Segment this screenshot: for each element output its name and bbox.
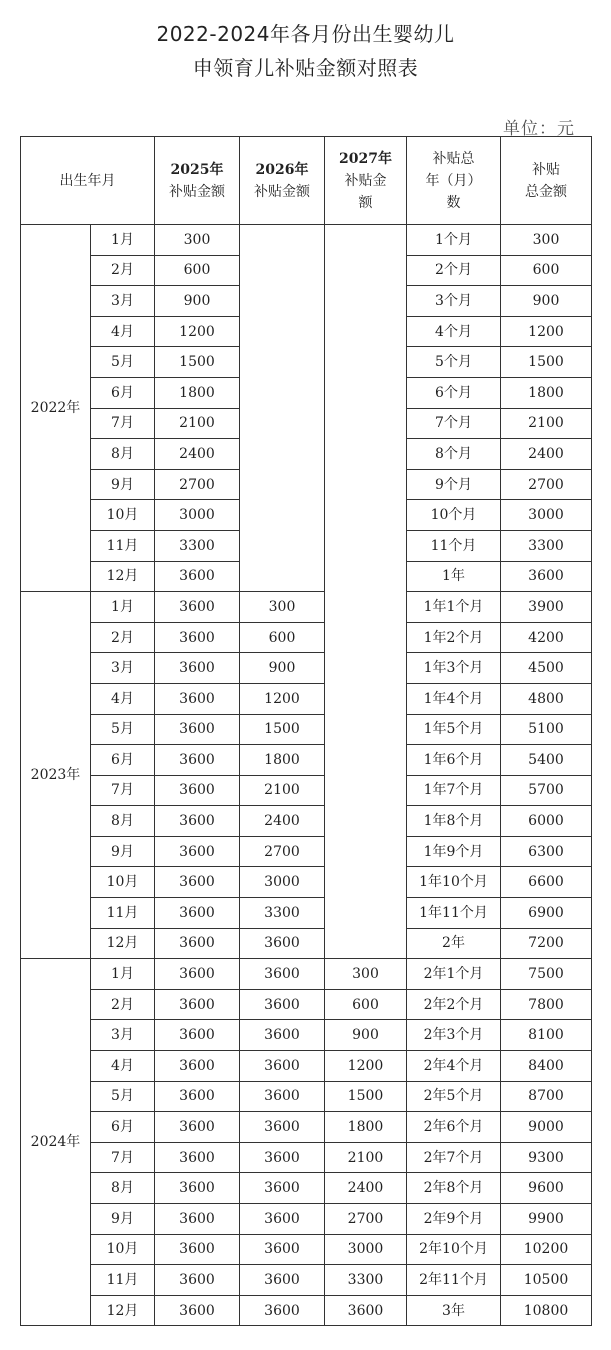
month-cell: 4月 — [91, 316, 155, 347]
month-cell: 5月 — [91, 1081, 155, 1112]
month-cell: 6月 — [91, 1112, 155, 1143]
total-cell: 3300 — [501, 530, 592, 561]
month-cell: 4月 — [91, 1051, 155, 1082]
month-cell: 8月 — [91, 439, 155, 470]
header-2027-year: 2027年 — [339, 150, 392, 167]
total-cell: 6300 — [501, 836, 592, 867]
month-cell: 6月 — [91, 377, 155, 408]
total-cell: 300 — [501, 225, 592, 256]
amount-2025-cell: 3600 — [155, 1234, 240, 1265]
total-cell: 10800 — [501, 1295, 592, 1326]
month-cell: 10月 — [91, 867, 155, 898]
month-cell: 11月 — [91, 1265, 155, 1296]
period-cell: 2年11个月 — [407, 1265, 501, 1296]
table-row — [21, 836, 592, 867]
period-cell: 2年7个月 — [407, 1142, 501, 1173]
header-2025-year: 2025年 — [170, 161, 224, 178]
table-row — [21, 898, 592, 929]
amount-2027-cell: 2400 — [325, 1173, 407, 1204]
amount-2026-cell: 3600 — [240, 928, 325, 959]
period-cell: 2年5个月 — [407, 1081, 501, 1112]
table-row — [21, 1295, 592, 1326]
period-cell: 11个月 — [407, 530, 501, 561]
total-cell: 4800 — [501, 683, 592, 714]
amount-2026-cell: 3600 — [240, 1051, 325, 1082]
month-cell: 7月 — [91, 1142, 155, 1173]
header-2027-label-line2: 补贴金 — [344, 172, 387, 189]
amount-2025-cell: 3600 — [155, 1265, 240, 1296]
period-cell: 1年2个月 — [407, 622, 501, 653]
amount-2025-cell: 3600 — [155, 959, 240, 990]
amount-2025-cell: 3600 — [155, 1173, 240, 1204]
total-cell: 9300 — [501, 1142, 592, 1173]
amount-2025-cell: 3600 — [155, 806, 240, 837]
total-cell: 2400 — [501, 439, 592, 470]
period-cell: 7个月 — [407, 408, 501, 439]
table-row — [21, 1265, 592, 1296]
header-total-line1: 补贴 — [532, 161, 560, 178]
amount-2026-cell: 1500 — [240, 714, 325, 745]
header-total — [501, 137, 592, 225]
total-cell: 5400 — [501, 745, 592, 776]
period-cell: 1年9个月 — [407, 836, 501, 867]
header-period-line1: 补贴总 — [432, 150, 475, 167]
total-cell: 1800 — [501, 377, 592, 408]
header-2026 — [240, 137, 325, 225]
table-row — [21, 592, 592, 623]
year-cell: 2022年 — [21, 225, 91, 592]
blank-2026-cell — [240, 225, 325, 592]
total-cell: 8400 — [501, 1051, 592, 1082]
month-cell: 2月 — [91, 255, 155, 286]
total-cell: 1200 — [501, 316, 592, 347]
amount-2026-cell: 3600 — [240, 989, 325, 1020]
month-cell: 3月 — [91, 1020, 155, 1051]
month-cell: 2月 — [91, 622, 155, 653]
table-row — [21, 1020, 592, 1051]
table-row — [21, 867, 592, 898]
amount-2026-cell: 3600 — [240, 959, 325, 990]
amount-2025-cell: 3600 — [155, 622, 240, 653]
amount-2026-cell: 2400 — [240, 806, 325, 837]
total-cell: 5700 — [501, 775, 592, 806]
total-cell: 4500 — [501, 653, 592, 684]
total-cell: 9900 — [501, 1204, 592, 1235]
amount-2025-cell: 3600 — [155, 928, 240, 959]
period-cell: 2年2个月 — [407, 989, 501, 1020]
month-cell: 10月 — [91, 500, 155, 531]
unit-label: 单位：元 — [503, 119, 575, 139]
total-cell: 6900 — [501, 898, 592, 929]
month-cell: 12月 — [91, 1295, 155, 1326]
period-cell: 1年 — [407, 561, 501, 592]
amount-2027-cell: 600 — [325, 989, 407, 1020]
amount-2025-cell: 1200 — [155, 316, 240, 347]
total-cell: 10500 — [501, 1265, 592, 1296]
amount-2025-cell: 3600 — [155, 836, 240, 867]
amount-2025-cell: 3600 — [155, 1142, 240, 1173]
month-cell: 2月 — [91, 989, 155, 1020]
period-cell: 2年3个月 — [407, 1020, 501, 1051]
total-cell: 8100 — [501, 1020, 592, 1051]
period-cell: 2年4个月 — [407, 1051, 501, 1082]
table-row — [21, 1173, 592, 1204]
header-period-line3: 数 — [446, 194, 461, 211]
amount-2026-cell: 3600 — [240, 1112, 325, 1143]
header-period-line2: 年（月） — [425, 172, 482, 189]
total-cell: 6600 — [501, 867, 592, 898]
amount-2027-cell: 1500 — [325, 1081, 407, 1112]
total-cell: 9600 — [501, 1173, 592, 1204]
amount-2026-cell: 3600 — [240, 1265, 325, 1296]
amount-2027-cell: 2700 — [325, 1204, 407, 1235]
subsidy-table — [20, 136, 592, 1326]
month-cell: 8月 — [91, 806, 155, 837]
month-cell: 3月 — [91, 286, 155, 317]
month-cell: 11月 — [91, 898, 155, 929]
amount-2025-cell: 3600 — [155, 1295, 240, 1326]
amount-2025-cell: 3000 — [155, 500, 240, 531]
blank-2027-cell — [325, 225, 407, 959]
period-cell: 9个月 — [407, 469, 501, 500]
table-row — [21, 775, 592, 806]
table-row — [21, 1081, 592, 1112]
amount-2026-cell: 3600 — [240, 1234, 325, 1265]
total-cell: 2700 — [501, 469, 592, 500]
month-cell: 5月 — [91, 347, 155, 378]
month-cell: 1月 — [91, 959, 155, 990]
amount-2025-cell: 3600 — [155, 653, 240, 684]
amount-2026-cell: 3600 — [240, 1081, 325, 1112]
amount-2026-cell: 3600 — [240, 1020, 325, 1051]
table-row — [21, 1204, 592, 1235]
amount-2026-cell: 300 — [240, 592, 325, 623]
table-row — [21, 1112, 592, 1143]
total-cell: 6000 — [501, 806, 592, 837]
month-cell: 12月 — [91, 561, 155, 592]
period-cell: 4个月 — [407, 316, 501, 347]
period-cell: 3年 — [407, 1295, 501, 1326]
total-cell: 4200 — [501, 622, 592, 653]
amount-2025-cell: 3600 — [155, 775, 240, 806]
total-cell: 600 — [501, 255, 592, 286]
total-cell: 900 — [501, 286, 592, 317]
table-row — [21, 622, 592, 653]
title-line-2: 申领育儿补贴金额对照表 — [192, 56, 419, 80]
amount-2027-cell: 3300 — [325, 1265, 407, 1296]
period-cell: 2个月 — [407, 255, 501, 286]
header-2026-label: 补贴金额 — [254, 183, 310, 200]
period-cell: 1年8个月 — [407, 806, 501, 837]
amount-2026-cell: 3600 — [240, 1295, 325, 1326]
header-period — [407, 137, 501, 225]
period-cell: 2年 — [407, 928, 501, 959]
amount-2025-cell: 2400 — [155, 439, 240, 470]
table-row — [21, 989, 592, 1020]
month-cell: 12月 — [91, 928, 155, 959]
month-cell: 7月 — [91, 775, 155, 806]
total-cell: 7200 — [501, 928, 592, 959]
period-cell: 1年3个月 — [407, 653, 501, 684]
table-row — [21, 928, 592, 959]
total-cell: 3000 — [501, 500, 592, 531]
amount-2027-cell: 1200 — [325, 1051, 407, 1082]
amount-2025-cell: 300 — [155, 225, 240, 256]
amount-2025-cell: 3600 — [155, 898, 240, 929]
table-row — [21, 683, 592, 714]
table-row — [21, 745, 592, 776]
month-cell: 6月 — [91, 745, 155, 776]
table-row — [21, 1234, 592, 1265]
total-cell: 8700 — [501, 1081, 592, 1112]
header-2027-label-line3: 额 — [358, 194, 373, 211]
amount-2026-cell: 2100 — [240, 775, 325, 806]
period-cell: 1年4个月 — [407, 683, 501, 714]
month-cell: 9月 — [91, 469, 155, 500]
amount-2027-cell: 900 — [325, 1020, 407, 1051]
total-cell: 1500 — [501, 347, 592, 378]
total-cell: 3900 — [501, 592, 592, 623]
period-cell: 2年9个月 — [407, 1204, 501, 1235]
amount-2025-cell: 3600 — [155, 592, 240, 623]
table-row — [21, 653, 592, 684]
amount-2025-cell: 3600 — [155, 1112, 240, 1143]
table-body — [21, 225, 592, 1326]
month-cell: 9月 — [91, 836, 155, 867]
amount-2025-cell: 3600 — [155, 745, 240, 776]
period-cell: 2年1个月 — [407, 959, 501, 990]
period-cell: 1年11个月 — [407, 898, 501, 929]
month-cell: 3月 — [91, 653, 155, 684]
total-cell: 9000 — [501, 1112, 592, 1143]
amount-2025-cell: 3300 — [155, 530, 240, 561]
amount-2025-cell: 900 — [155, 286, 240, 317]
month-cell: 7月 — [91, 408, 155, 439]
amount-2027-cell: 300 — [325, 959, 407, 990]
period-cell: 2年8个月 — [407, 1173, 501, 1204]
total-cell: 7500 — [501, 959, 592, 990]
amount-2026-cell: 3000 — [240, 867, 325, 898]
table-row — [21, 1142, 592, 1173]
amount-2027-cell: 2100 — [325, 1142, 407, 1173]
period-cell: 8个月 — [407, 439, 501, 470]
header-2027 — [325, 137, 407, 225]
amount-2026-cell: 3600 — [240, 1142, 325, 1173]
header-birth — [21, 137, 155, 225]
period-cell: 1年10个月 — [407, 867, 501, 898]
period-cell: 1年6个月 — [407, 745, 501, 776]
month-cell: 5月 — [91, 714, 155, 745]
amount-2025-cell: 2100 — [155, 408, 240, 439]
table-row — [21, 1051, 592, 1082]
amount-2026-cell: 600 — [240, 622, 325, 653]
period-cell: 1个月 — [407, 225, 501, 256]
amount-2025-cell: 3600 — [155, 867, 240, 898]
amount-2026-cell: 2700 — [240, 836, 325, 867]
amount-2027-cell: 1800 — [325, 1112, 407, 1143]
header-2026-year: 2026年 — [255, 161, 309, 178]
total-cell: 3600 — [501, 561, 592, 592]
period-cell: 3个月 — [407, 286, 501, 317]
table-row — [21, 959, 592, 990]
amount-2025-cell: 3600 — [155, 714, 240, 745]
amount-2025-cell: 3600 — [155, 1020, 240, 1051]
amount-2025-cell: 2700 — [155, 469, 240, 500]
period-cell: 5个月 — [407, 347, 501, 378]
total-cell: 10200 — [501, 1234, 592, 1265]
period-cell: 10个月 — [407, 500, 501, 531]
total-cell: 2100 — [501, 408, 592, 439]
amount-2025-cell: 3600 — [155, 561, 240, 592]
period-cell: 1年1个月 — [407, 592, 501, 623]
period-cell: 6个月 — [407, 377, 501, 408]
total-cell: 7800 — [501, 989, 592, 1020]
month-cell: 11月 — [91, 530, 155, 561]
header-2025 — [155, 137, 240, 225]
period-cell: 1年7个月 — [407, 775, 501, 806]
amount-2025-cell: 1500 — [155, 347, 240, 378]
month-cell: 4月 — [91, 683, 155, 714]
amount-2027-cell: 3600 — [325, 1295, 407, 1326]
amount-2026-cell: 1800 — [240, 745, 325, 776]
year-cell: 2023年 — [21, 592, 91, 959]
header-2025-label: 补贴金额 — [169, 183, 225, 200]
amount-2025-cell: 3600 — [155, 989, 240, 1020]
amount-2026-cell: 3600 — [240, 1173, 325, 1204]
header-total-line2: 总金额 — [525, 183, 567, 200]
amount-2025-cell: 600 — [155, 255, 240, 286]
period-cell: 2年10个月 — [407, 1234, 501, 1265]
amount-2025-cell: 3600 — [155, 1204, 240, 1235]
month-cell: 8月 — [91, 1173, 155, 1204]
amount-2025-cell: 1800 — [155, 377, 240, 408]
table-row — [21, 806, 592, 837]
amount-2026-cell: 1200 — [240, 683, 325, 714]
header-row — [21, 137, 592, 225]
amount-2026-cell: 900 — [240, 653, 325, 684]
title-line-1: 2022-2024年各月份出生婴幼儿 — [156, 22, 455, 46]
amount-2026-cell: 3600 — [240, 1204, 325, 1235]
amount-2027-cell: 3000 — [325, 1234, 407, 1265]
header-birth-label: 出生年月 — [59, 172, 116, 189]
amount-2025-cell: 3600 — [155, 683, 240, 714]
amount-2026-cell: 3300 — [240, 898, 325, 929]
total-cell: 5100 — [501, 714, 592, 745]
month-cell: 1月 — [91, 225, 155, 256]
amount-2025-cell: 3600 — [155, 1051, 240, 1082]
table-row — [21, 714, 592, 745]
month-cell: 10月 — [91, 1234, 155, 1265]
month-cell: 9月 — [91, 1204, 155, 1235]
period-cell: 2年6个月 — [407, 1112, 501, 1143]
amount-2025-cell: 3600 — [155, 1081, 240, 1112]
period-cell: 1年5个月 — [407, 714, 501, 745]
month-cell: 1月 — [91, 592, 155, 623]
table-row — [21, 225, 592, 256]
year-cell: 2024年 — [21, 959, 91, 1326]
